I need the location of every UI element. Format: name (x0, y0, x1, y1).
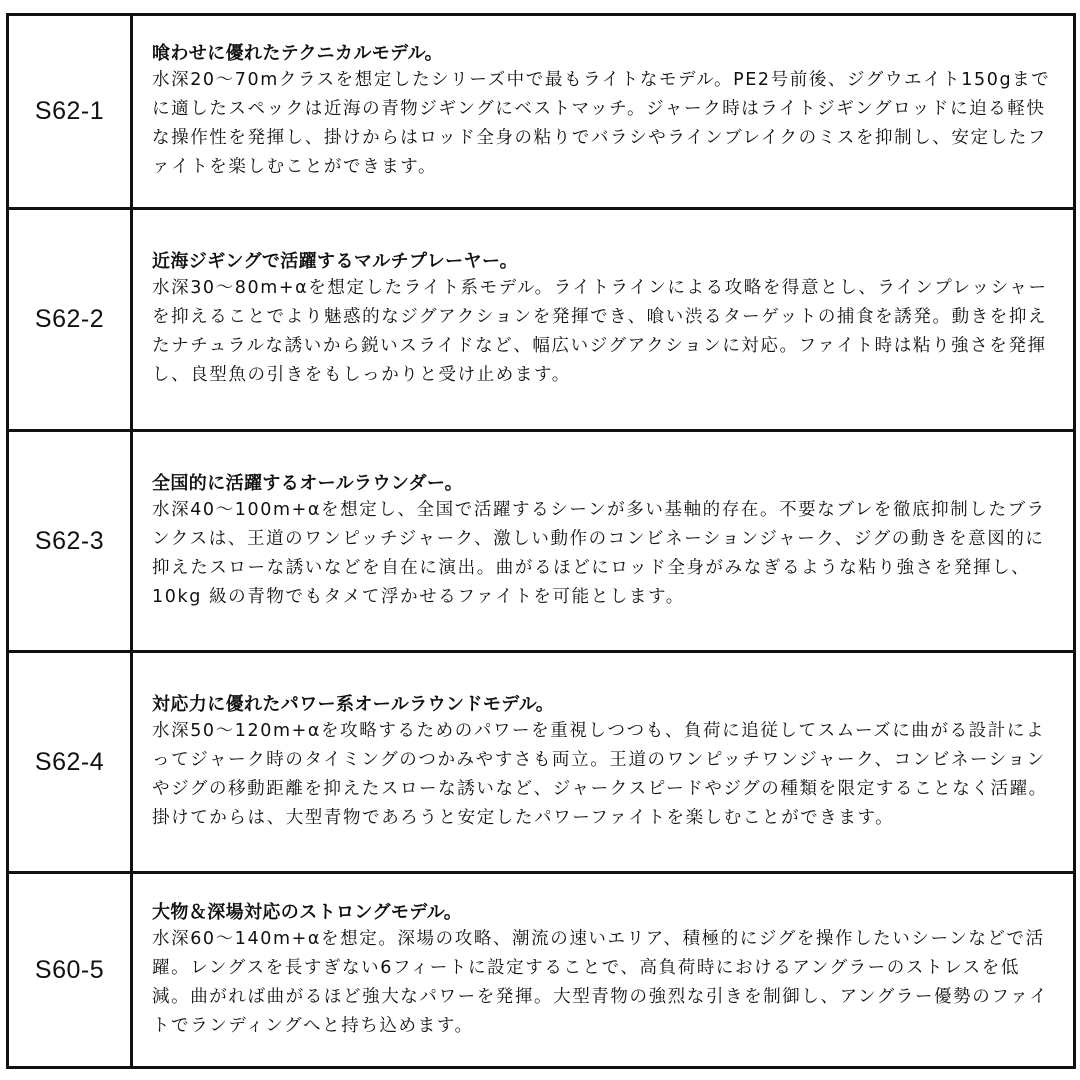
table-row (8, 209, 1075, 431)
model-description: 水深60〜140m+αを想定。深場の攻略、潮流の速いエリア、積極的にジグを操作したいシーンなどで活躍。レングスを長すぎない6フィートに設定することで、高負荷時におけるアングラーのストレスを低減。曲がれば曲がるほど強大なパワーを発揮。大型青物の強烈な引きを制御し、アングラー優勢のファイトでランディングへと持ち込めます。 (152, 928, 1049, 1036)
model-name: S62-2 (8, 209, 132, 431)
model-description-cell (132, 15, 1075, 209)
table-row (8, 15, 1075, 209)
model-spec-table (6, 13, 1076, 1069)
table-row (8, 873, 1075, 1068)
model-tagline: 喰わせに優れたテクニカルモデル。 (152, 43, 443, 64)
model-description: 水深40〜100m+αを想定し、全国で活躍するシーンが多い基軸的存在。不要なブレを徹底抑制したブランクスは、王道のワンピッチジャーク、激しい動作のコンビネーションジャーク、ジグの動きを意図的に抑えたスローな誘いなどを自在に演出。曲がるほどにロッド全身がみなぎるような粘り強さを発揮し、10kg 級の青物でもタメて浮かせるファイトを可能とします。 (152, 499, 1046, 607)
model-name: S60-5 (8, 873, 132, 1068)
model-tagline: 対応力に優れたパワー系オールラウンドモデル。 (152, 693, 555, 715)
model-description: 水深30〜80m+αを想定したライト系モデル。ライトラインによる攻略を得意とし、ラインプレッシャーを抑えることでより魅惑的なジグアクションを発揮でき、喰い渋るターゲットの捕食を誘発。動きを抑えたナチュラルな誘いから鋭いスライドなど、幅広いジグアクションに対応。ファイト時は粘り強さを発揮し、良型魚の引きをもしっかりと受け止めます。 (152, 278, 1048, 385)
model-name: S62-1 (8, 15, 132, 209)
model-description: 水深50〜120m+αを攻略するためのパワーを重視しつつも、負荷に追従してスムーズに曲がる設計によってジャーク時のタイミングのつかみやすさも両立。王道のワンピッチワンジャーク、コンビネーションやジグの移動距離を抑えたスローな誘いなど、ジャークスピードやジグの種類を限定することなく活躍。掛けてからは、大型青物であろうと安定したパワーファイトを楽しむことができます。 (152, 720, 1048, 828)
model-tagline: 近海ジギングで活躍するマルチプレーヤー。 (152, 251, 519, 272)
model-name: S62-4 (8, 652, 132, 873)
model-description: 水深20〜70mクラスを想定したシリーズ中で最もライトなモデル。PE2号前後、ジグウエイト150gまでに適したスペックは近海の青物ジギングにベストマッチ。ジャーク時はライトジギングロッドに迫る軽快な操作性を発揮し、掛けからはロッド全身の粘りでバラシやラインブレイクのミスを抑制し、安定したファイトを楽しむことができます。 (152, 70, 1051, 177)
model-tagline: 全国的に活躍するオールラウンダー。 (152, 472, 463, 494)
model-name: S62-3 (8, 431, 132, 652)
table-row (8, 431, 1075, 652)
model-description-cell (132, 209, 1075, 431)
model-description-cell (132, 652, 1075, 873)
model-description-cell (132, 431, 1075, 652)
model-tagline: 大物＆深場対応のストロングモデル。 (152, 901, 463, 923)
table-row (8, 652, 1075, 873)
model-description-cell (132, 873, 1075, 1068)
